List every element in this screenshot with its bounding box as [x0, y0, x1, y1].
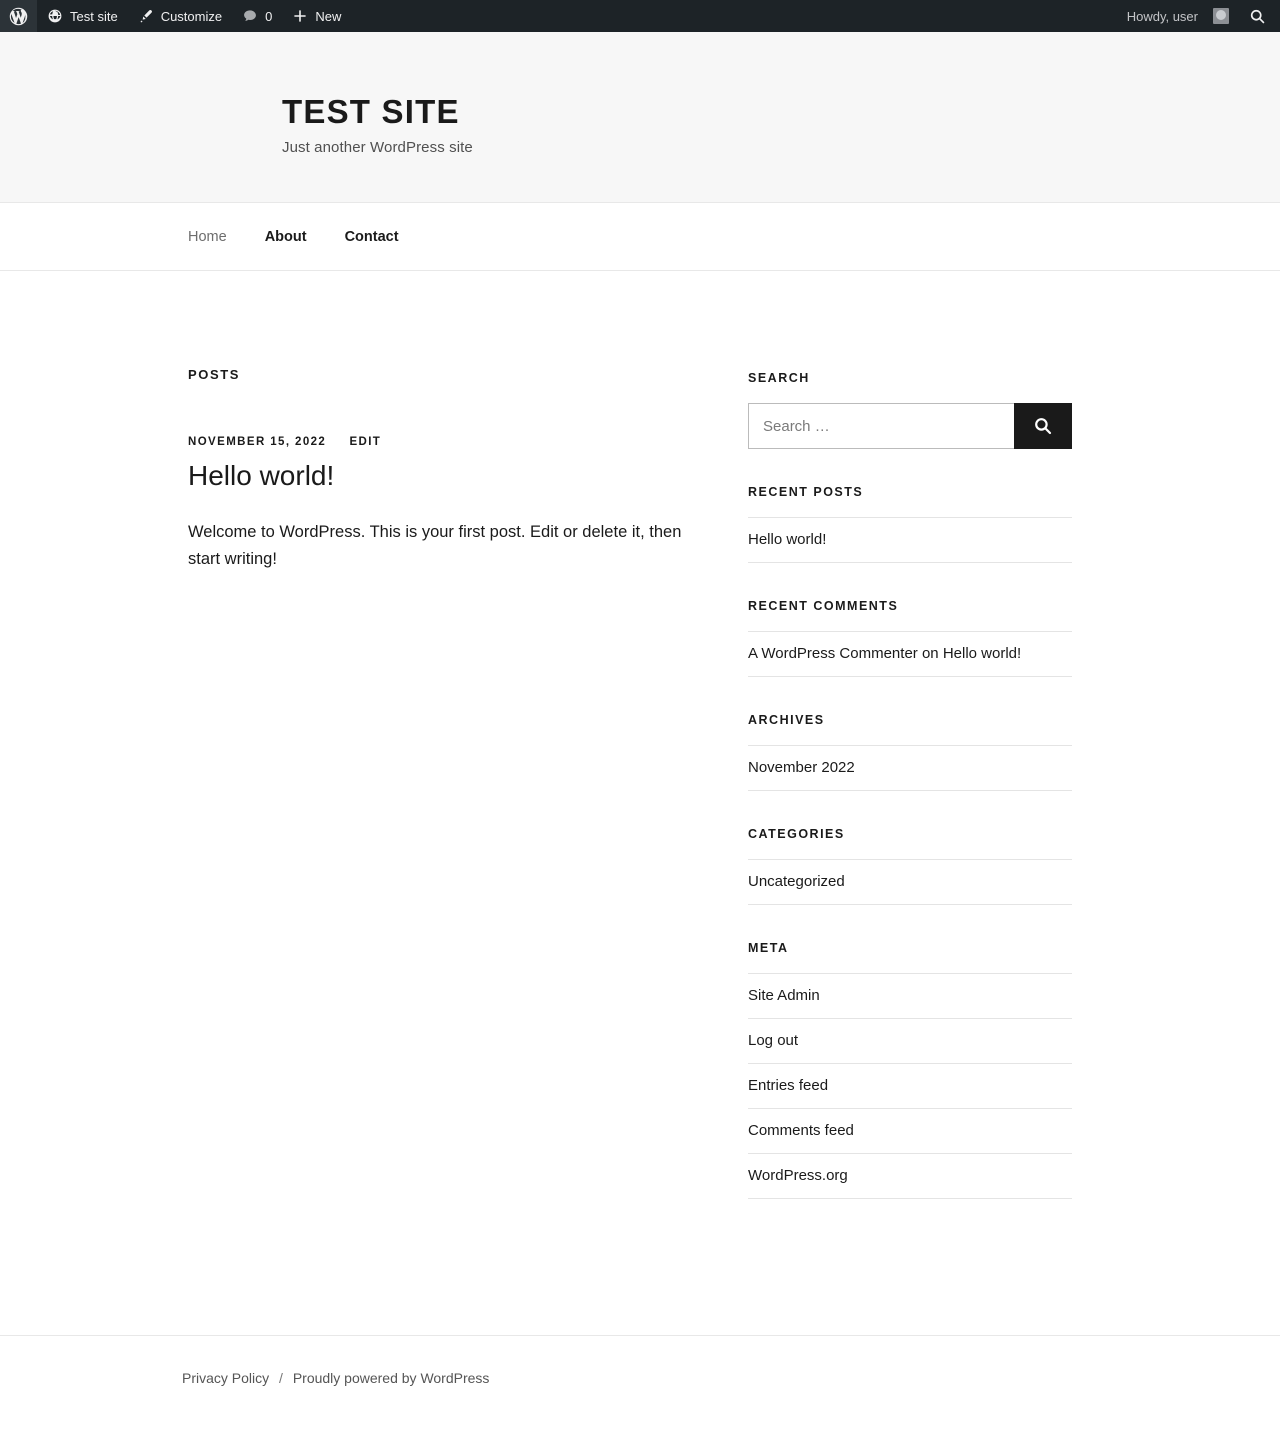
post-article [188, 436, 708, 572]
nav-link-contact[interactable]: Contact [344, 228, 399, 245]
widget-categories-title: CATEGORIES [748, 827, 845, 842]
admin-bar-comments-count: 0 [265, 8, 273, 24]
footer-separator: / [279, 1370, 283, 1387]
nav-item-home[interactable] [188, 228, 227, 246]
list-item[interactable] [748, 517, 1072, 563]
list-item[interactable] [748, 973, 1072, 1019]
search-form [748, 403, 1072, 449]
list-item[interactable] [748, 631, 1072, 677]
nav-link-home[interactable]: Home [188, 228, 227, 245]
admin-bar-new[interactable] [282, 0, 351, 32]
list-item[interactable] [748, 1109, 1072, 1154]
site-description: Just another WordPress site [282, 139, 473, 157]
post-edit-link[interactable]: EDIT [349, 436, 382, 449]
list-item[interactable] [748, 859, 1072, 905]
post-title [188, 458, 708, 493]
content-area [0, 271, 1280, 1235]
admin-bar [0, 0, 1280, 32]
footer-privacy-policy-link[interactable]: Privacy Policy [182, 1370, 270, 1387]
sidebar [748, 367, 1072, 1235]
recent-comments-list [748, 631, 1072, 677]
site-header [0, 32, 1280, 203]
paintbrush-icon [138, 8, 154, 24]
widget-search [748, 371, 1072, 449]
meta-link-comments-feed[interactable]: Comments feed [748, 1122, 854, 1140]
widget-meta-title: META [748, 941, 789, 956]
widget-recent-posts-title: RECENT POSTS [748, 485, 864, 500]
site-footer [0, 1335, 1280, 1426]
search-icon [1249, 8, 1266, 25]
plus-icon [292, 8, 308, 24]
list-item[interactable] [748, 1154, 1072, 1199]
archives-list [748, 745, 1072, 791]
footer-credit-link[interactable]: Proudly powered by WordPress [292, 1370, 490, 1387]
avatar [1213, 8, 1229, 24]
meta-link-entries-feed[interactable]: Entries feed [748, 1077, 829, 1095]
list-item[interactable] [748, 1064, 1072, 1109]
meta-link-wordpress-org[interactable]: WordPress.org [748, 1167, 848, 1185]
widget-archives [748, 713, 1072, 791]
widget-recent-posts [748, 485, 1072, 563]
comment-author-link[interactable]: A WordPress Commenter [748, 645, 918, 663]
wordpress-logo-button[interactable] [0, 0, 37, 32]
admin-bar-my-account[interactable] [1107, 0, 1239, 32]
admin-bar-site-name-label: Test site [70, 8, 118, 24]
search-icon [1033, 416, 1053, 436]
archive-link-november-2022[interactable]: November 2022 [748, 759, 855, 777]
primary-navigation [0, 203, 1280, 271]
admin-bar-customize-label: Customize [160, 8, 223, 24]
widget-archives-title: ARCHIVES [748, 713, 825, 728]
post-content [188, 519, 708, 572]
posts-heading: POSTS [188, 367, 241, 383]
admin-bar-site-name[interactable] [37, 0, 128, 32]
widget-recent-comments [748, 599, 1072, 677]
site-icon [47, 8, 63, 24]
nav-link-about[interactable]: About [264, 228, 307, 245]
recent-post-link[interactable]: Hello world! [748, 531, 827, 549]
widget-meta [748, 941, 1072, 1199]
admin-bar-new-label: New [315, 8, 342, 24]
post-date-link[interactable]: NOVEMBER 15, 2022 [188, 436, 327, 449]
comment-bubble-icon [242, 8, 258, 24]
nav-item-about[interactable] [265, 228, 307, 246]
widget-categories [748, 827, 1072, 905]
meta-link-log-out[interactable]: Log out [748, 1032, 799, 1050]
admin-bar-customize[interactable] [128, 0, 232, 32]
search-submit-button[interactable] [1014, 403, 1072, 449]
category-link-uncategorized[interactable]: Uncategorized [748, 873, 845, 891]
categories-list [748, 859, 1072, 905]
howdy-label: Howdy, user [1126, 8, 1198, 24]
admin-bar-left [0, 0, 351, 32]
post-excerpt: Welcome to WordPress. This is your first post. Edit or delete it, then start writing! [188, 523, 682, 569]
comment-on-label: on [921, 645, 939, 663]
meta-list [748, 973, 1072, 1199]
widget-recent-comments-title: RECENT COMMENTS [748, 599, 899, 614]
wordpress-logo-icon [9, 7, 28, 26]
list-item[interactable] [748, 1019, 1072, 1064]
meta-link-site-admin[interactable]: Site Admin [748, 987, 820, 1005]
post-meta [188, 436, 708, 448]
recent-posts-list [748, 517, 1072, 563]
search-input[interactable] [748, 403, 1014, 449]
page-title[interactable]: TEST SITE [282, 93, 460, 130]
main-content [188, 367, 748, 1235]
widget-search-title: SEARCH [748, 371, 810, 386]
admin-bar-right [1107, 0, 1280, 32]
list-item[interactable] [748, 745, 1072, 791]
comment-post-link[interactable]: Hello world! [942, 645, 1022, 663]
post-title-link[interactable]: Hello world! [188, 460, 335, 492]
nav-item-contact[interactable] [345, 228, 399, 246]
admin-bar-comments[interactable] [232, 0, 282, 32]
admin-bar-search-button[interactable] [1239, 0, 1280, 32]
